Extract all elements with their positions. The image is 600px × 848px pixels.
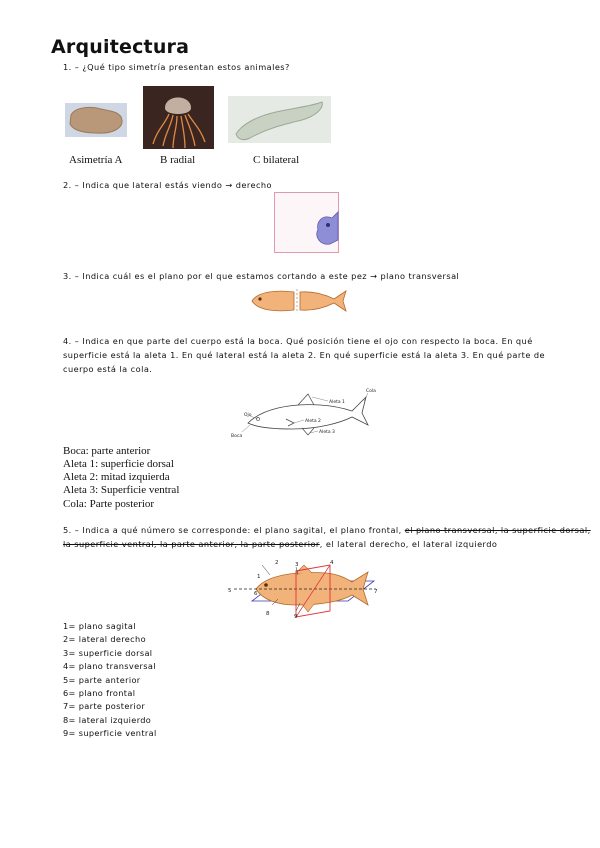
caption-asymmetry: Asimetría A [69,154,123,166]
list-item: 9= superficie ventral [63,728,157,739]
figure-number-1: 1 [257,574,261,580]
figure-number-5: 5 [228,588,232,594]
jellyfish-photo [143,86,214,149]
answer-aleta-1: Aleta 1: superficie dorsal [63,458,174,470]
figure-number-7: 7 [374,589,378,595]
label-aleta-1: Aleta 1 [329,400,345,405]
list-item: 8= lateral izquierdo [63,714,152,725]
label-ojo: Ojo [244,413,252,418]
question-4-line-1: 4. – Indica en que parte del cuerpo está la boca. Qué posición tiene el ojo con respecto la boca. En qué [63,336,533,346]
list-item: 5= parte anterior [63,674,141,685]
question-2: 2. – Indica que lateral estás viendo → derecho [63,180,273,190]
larva-photo [228,96,331,143]
answer-list [63,620,157,741]
answer-boca: Boca: parte anterior [63,445,151,457]
amoeba-photo [65,103,127,137]
answer-aleta-2: Aleta 2: mitad izquierda [63,471,170,483]
answer-aleta-3: Aleta 3: Superficie ventral [63,484,180,496]
page-title: Arquitectura [51,36,190,58]
list-item: 3= superficie dorsal [63,647,153,658]
fish-planes-diagram [226,557,382,621]
label-boca: Boca [231,434,243,439]
label-aleta-3: Aleta 3 [319,430,335,435]
caption-radial: B radial [160,154,196,166]
caption-bilateral: C bilateral [253,154,300,166]
question-4-line-3: cuerpo está la cola. [63,364,153,374]
lateral-view-image [274,192,340,254]
question-5-prefix: 5. – Indica a qué número se corresponde: el plano sagital, el plano frontal, [63,525,405,535]
figure-number-2: 2 [275,560,279,566]
list-item: 2= lateral derecho [63,634,146,645]
list-item: 6= plano frontal [63,688,136,699]
question-5-line-2 [63,536,497,553]
fish-anatomy-diagram [228,385,378,443]
figure-number-4: 4 [330,560,334,566]
fish-cut-image [248,287,350,315]
question-4-line-2: superficie está la aleta 1. En qué lateral está la aleta 2. En qué superficie está la aleta 3. En qué parte de [63,350,545,360]
label-aleta-2: Aleta 2 [305,419,321,424]
label-cola: Cola [366,389,376,394]
answer-cola: Cola: Parte posterior [63,498,155,510]
list-item: 7= parte posterior [63,701,146,712]
question-5-struck-1: el plano transversal, la superficie dorsal, [404,525,591,535]
question-3: 3. – Indica cuál es el plano por el que estamos cortando a este pez → plano transversal [63,271,460,281]
question-1: 1. – ¿Qué tipo simetría presentan estos animales? [63,62,290,72]
figure-number-8: 8 [266,611,270,617]
question-5-struck-2: la superficie ventral, la parte anterior, la parte posterior [63,539,320,549]
question-5-suffix: , el lateral derecho, el lateral izquierdo [319,539,498,549]
list-item: 1= plano sagital [63,621,136,631]
figure-number-6: 6 [254,591,258,597]
figure-number-3: 3 [295,562,299,568]
figure-number-9: 9 [294,614,298,620]
list-item: 4= plano transversal [63,661,156,672]
